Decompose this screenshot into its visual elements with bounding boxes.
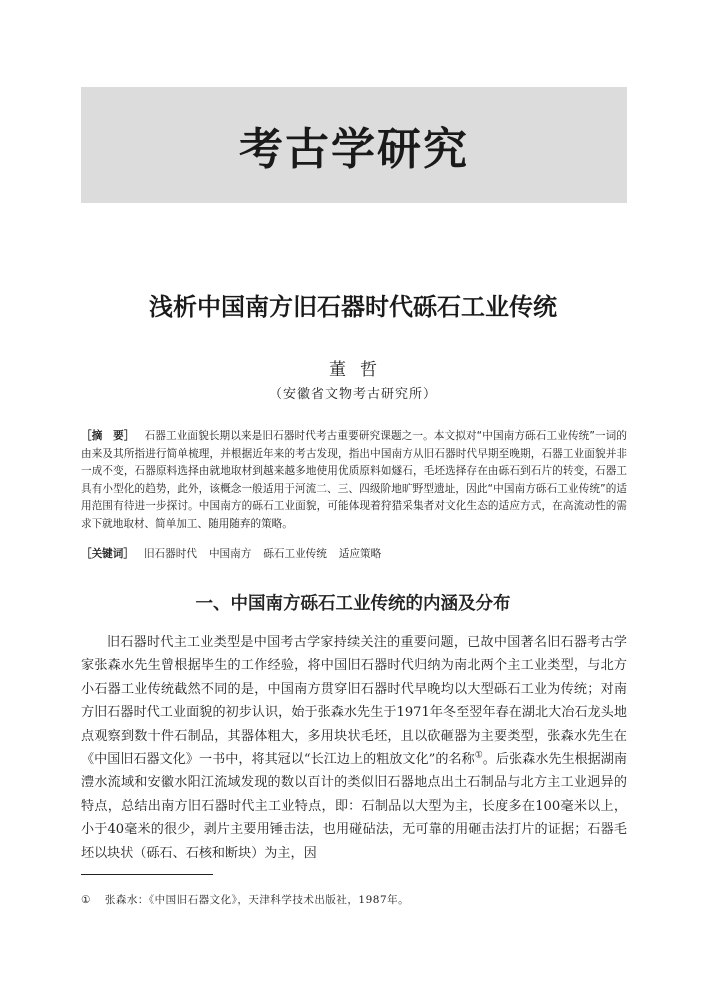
article-title: 浅析中国南方旧石器时代砾石工业传统 (149, 292, 557, 321)
journal-section-title: 考古学研究 (239, 124, 469, 175)
body-text-part: 旧石器时代主工业类型是中国考古学家持续关注的重要问题，已故中国著名旧石器考古学家张森水先生曾根据毕生的工作经验，将中国旧石器时代归纳为南北两个主工业类型，与北方小石器工业传统截然不同的是，中国南方贯穿旧石器时代早晚均以大型砾石工业为传统；对南方旧石器时代工业面貌的初步认识，始于张森水先生于1971年冬至翌年春在湖北大冶石龙头地点观察到数十件石制品，其器体粗大，多用块状毛坯，且以砍砸器为主要类型，张森水先生在《中国旧石器文化》一书中，将其冠以“长江边上的粗放文化”的名称 (81, 635, 627, 768)
keyword-item: 适应策略 (338, 548, 382, 560)
section-banner (81, 87, 627, 203)
footnote-divider (81, 874, 213, 875)
footnote-reference[interactable]: ① (474, 750, 483, 761)
keyword-item: 中国南方 (208, 548, 252, 560)
footnote (81, 892, 627, 907)
author-affiliation: （安徽省文物考古研究所） (268, 387, 437, 402)
author-name: 董哲 (329, 360, 391, 380)
section-heading: 一、中国南方砾石工业传统的内涵及分布 (195, 594, 511, 614)
keyword-item: 旧石器时代 (143, 548, 197, 560)
body-text-part: 。后张森水先生根据湖南澧水流域和安徽水阳江流域发现的数以百计的类似旧石器地点出土石制品与北方主工业迥异的特点，总结出南方旧石器时代主工业特点，即：石制品以大型为主，长度多在100毫米以上，小于40毫米的很少，剥片主要用锤击法，也用碰砧法，无可靠的用砸击法打片的证据；石器毛坯以块状（砾石、石核和断块）为主，因 (81, 752, 627, 861)
abstract-label: ［摘 要］ (81, 430, 135, 442)
body-paragraph (81, 631, 627, 865)
keyword-item: 砾石工业传统 (263, 548, 327, 560)
abstract (81, 428, 627, 534)
abstract-text: 石器工业面貌长期以来是旧石器时代考古重要研究课题之一。本文拟对“中国南方砾石工业传统”一词的由来及其所指进行简单梳理，并根据近年来的考古发现，指出中国南方从旧石器时代早期至晚期，石器工业面貌并非一成不变，石器原料选择由就地取材到越来越多地使用优质原料如燧石，毛坯选择存在由砾石到石片的转变，石器工具有小型化的趋势，此外，该概念一般适用于河流二、三、四级阶地旷野型遗址，因此“中国南方砾石工业传统”的适用范围有待进一步探讨。中国南方的砾石工业面貌，可能体现着狩猎采集者对文化生态的适应方式，在高流动性的需求下就地取材、简单加工、随用随弃的策略。 (81, 430, 627, 530)
keywords (81, 546, 627, 564)
footnote-text: 张森水：《中国旧石器文化》，天津科学技术出版社，1987年。 (104, 894, 410, 906)
keywords-label: ［关键词］ (81, 548, 134, 560)
footnote-marker: ① (81, 894, 91, 906)
